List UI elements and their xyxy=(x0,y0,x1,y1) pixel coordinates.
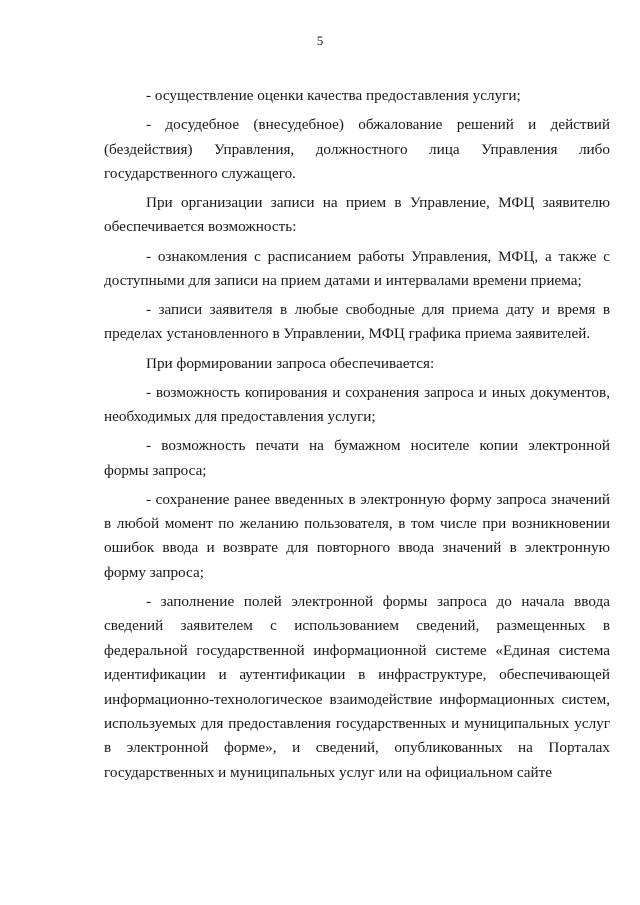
text-line: государственного служащего. xyxy=(104,164,296,182)
text-line: - заполнение полей электронной формы запроса до начала ввода xyxy=(146,592,610,610)
text-line: в любой момент по желанию пользователя, в том числе при возникновении xyxy=(104,515,610,532)
paragraph xyxy=(104,352,610,376)
paragraph xyxy=(104,381,610,430)
text-line: При организации записи на прием в Управление, МФЦ заявителю xyxy=(146,194,610,211)
text-line: доступными для записи на прием датами и интервалами времени приема; xyxy=(104,271,582,289)
text-line: формы запроса; xyxy=(104,461,207,479)
text-line: - возможность печати на бумажном носителе копии электронной xyxy=(146,437,610,455)
text-line: пределах установленного в Управлении, МФЦ графика приема заявителей. xyxy=(104,325,591,343)
text-line: идентификации и аутентификации в инфраструктуре, обеспечивающей xyxy=(104,666,610,684)
text-line: (бездействия) Управления, должностного лица Управления либо xyxy=(104,140,610,158)
text-line: - записи заявителя в любые свободные для приема дату и время в xyxy=(146,301,610,318)
text-line: ошибок ввода и возврате для повторного ввода значений в электронную xyxy=(104,539,610,557)
text-line: в электронной форме», и сведений, опубликованных на Порталах xyxy=(104,739,610,757)
text-line: - ознакомления с расписанием работы Управления, МФЦ, а также с xyxy=(146,247,610,265)
paragraph xyxy=(104,488,610,586)
paragraph xyxy=(104,191,610,240)
text-line: государственных и муниципальных услуг или на официальном сайте xyxy=(104,763,553,781)
text-line: - осуществление оценки качества предоставления услуги; xyxy=(146,87,521,104)
paragraph xyxy=(104,84,610,108)
text-line: обеспечивается возможность: xyxy=(104,218,297,236)
text-line: сведений заявителем с использованием сведений, размещенных в xyxy=(104,617,610,635)
document-body xyxy=(104,84,610,790)
page-number: 5 xyxy=(316,33,324,48)
paragraph xyxy=(104,245,610,294)
text-line: - возможность копирования и сохранения запроса и иных документов, xyxy=(146,383,610,401)
paragraph xyxy=(104,434,610,483)
text-line: форму запроса; xyxy=(104,563,204,581)
text-line: - сохранение ранее введенных в электронную форму запроса значений xyxy=(146,490,610,508)
text-line: федеральной государственной информационной системе «Единая система xyxy=(104,641,610,659)
text-line: необходимых для предоставления услуги; xyxy=(104,408,376,425)
text-line: информационно-технологическое взаимодействие информационных систем, xyxy=(104,690,610,708)
paragraph xyxy=(104,113,610,186)
text-line: - досудебное (внесудебное) обжалование решений и действий xyxy=(146,116,610,134)
paragraph xyxy=(104,590,610,785)
text-line: используемых для предоставления государственных и муниципальных услуг xyxy=(104,714,610,732)
text-line: При формировании запроса обеспечивается: xyxy=(146,354,435,372)
paragraph xyxy=(104,298,610,347)
